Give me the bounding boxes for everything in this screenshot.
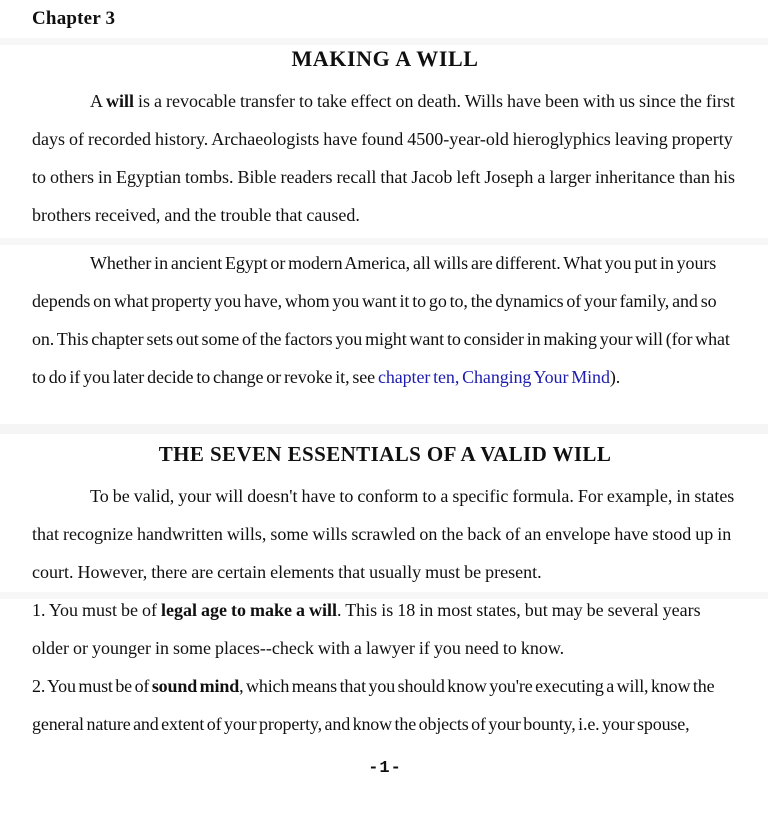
paragraph-wills-differ: [32, 244, 738, 396]
paragraph-text: ).: [609, 367, 621, 387]
paragraph-text: . This is 18 in most states, but may be several years older or younger in some places--check with a lawyer if you need to know.: [32, 600, 701, 658]
page-number: -1-: [368, 759, 402, 778]
bold-term-legal-age: legal age to make a will: [161, 600, 338, 620]
bold-term-sound-mind: sound mind: [151, 676, 240, 696]
paragraph-will-intro: [32, 82, 738, 234]
list-item-sound-mind: [32, 667, 738, 743]
paragraph-text: 1. You must be of: [32, 600, 162, 620]
paragraph-text: is a revocable transfer to take effect on death. Wills have been with us since the first days of recorded history. Archaeologists have found 4500-year-old hieroglyphics leaving property to others in Egyptian tombs. Bible readers recall that Jacob left Joseph a larger inheritance than his brothers received, and the trouble that caused.: [32, 91, 735, 225]
section-title-seven-essentials: THE SEVEN ESSENTIALS OF A VALID WILL: [158, 442, 612, 466]
paragraph-valid-will: To be valid, your will doesn't have to conform to a specific formula. For example, in states that recognize handwritten wills, some wills scrawled on the back of an envelope have stood up in court. However, there are certain elements that usually must be present.: [32, 486, 735, 582]
chapter-label: Chapter 3: [32, 8, 116, 29]
paragraph-text: A: [90, 91, 107, 111]
paragraph-text: 2. You must be of: [32, 676, 152, 696]
paragraph-text: , which means that you should know you're executing a will, know the general nature and extent of your property, and know the objects of your bounty, i.e. your spouse,: [32, 676, 715, 734]
list-item-legal-age: [32, 591, 738, 667]
paragraph-text: Whether in ancient Egypt or modern America, all wills are different. What you put in yours depends on what property you have, whom you want it to go to, the dynamics of your family, and so on. This chapter sets out some of the factors you might want to consider in making your will (for what to do if you later decide to change or revoke it, see: [32, 253, 730, 387]
bold-term-will: will: [106, 91, 135, 111]
page-title: MAKING A WILL: [291, 46, 479, 71]
link-chapter-ten[interactable]: chapter ten, Changing Your Mind: [377, 367, 610, 387]
